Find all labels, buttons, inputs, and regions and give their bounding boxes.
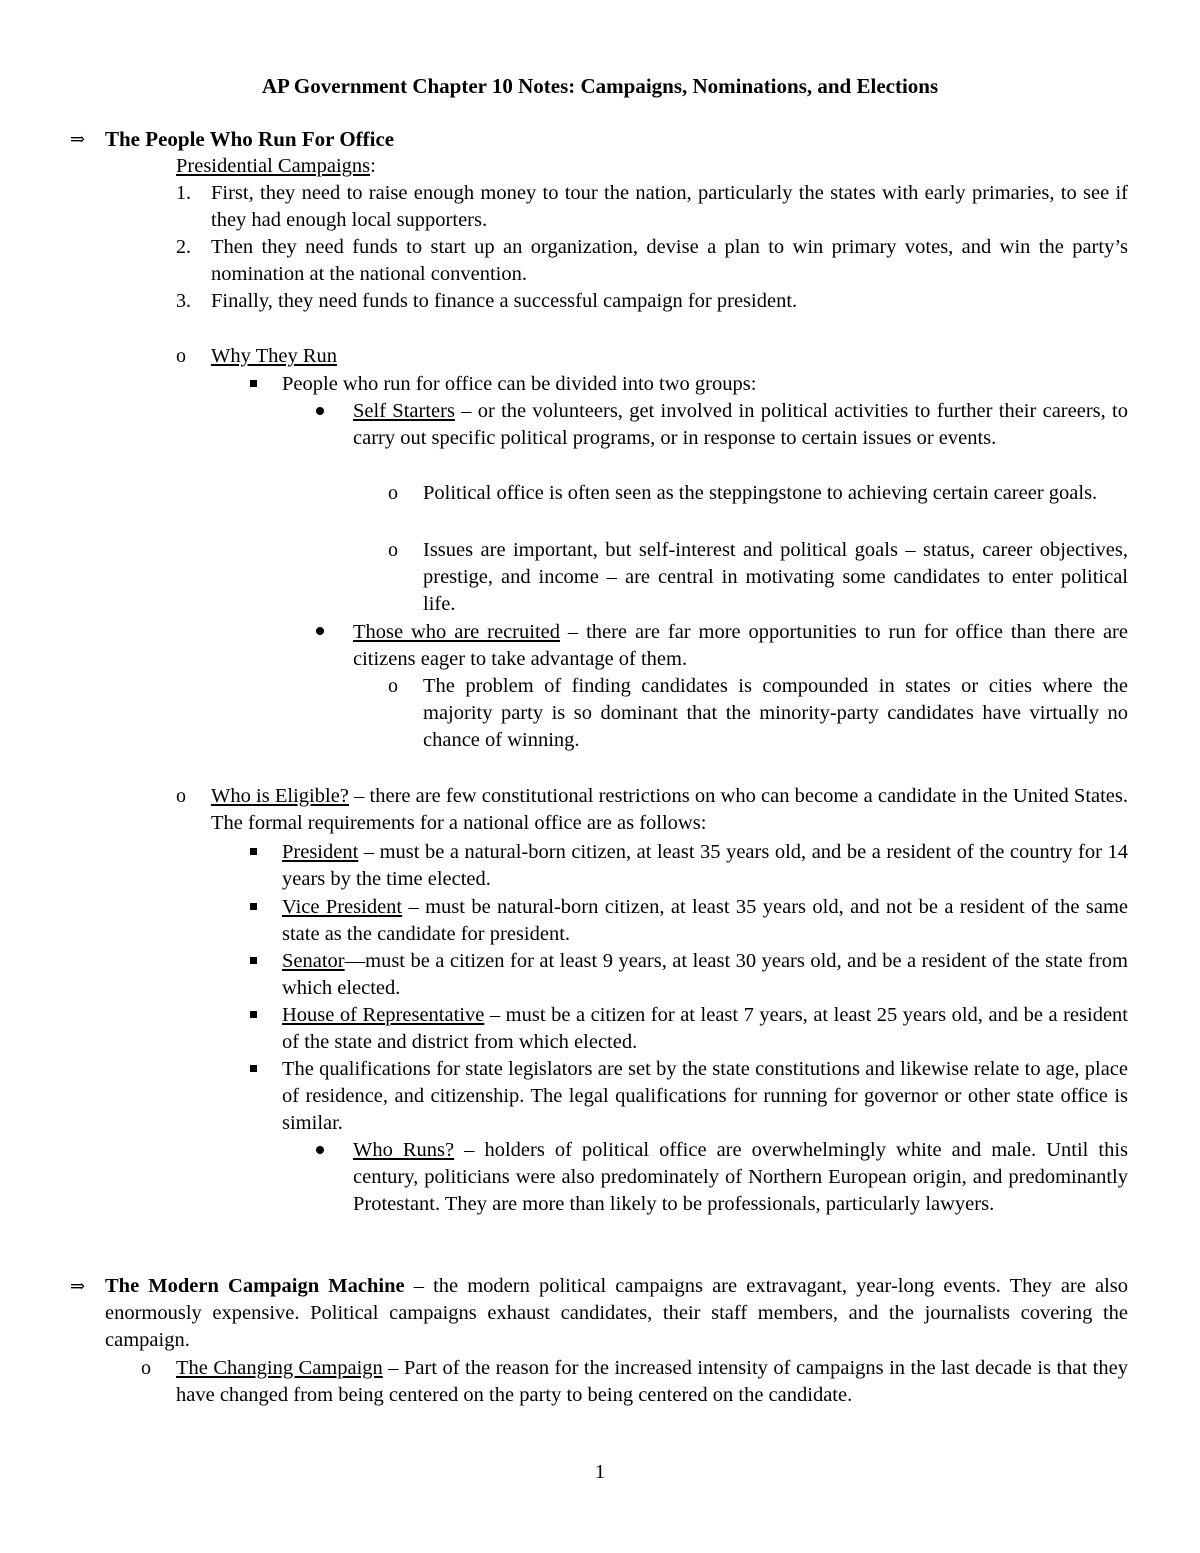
square-bullet-icon (250, 1011, 257, 1018)
who-is-eligible-text: – there are few constitutional restrictions on who can become a candidate in the United States. The formal requirements for a national office are as follows: (211, 785, 1129, 835)
who-runs-text: – holders of political office are overwhelmingly white and male. Until this century, politicians were also predominately of Northern European origin, and predominantly Protestant. They are more than likely to be professionals, particularly lawyers. (353, 1139, 1129, 1216)
self-starters-point-1: Political office is often seen as the steppingstone to achieving certain career goals. (423, 482, 1098, 504)
numbered-item-3: Finally, they need funds to finance a successful campaign for president. (211, 290, 798, 312)
square-bullet-icon (250, 380, 257, 387)
subheading-text: Presidential Campaigns (176, 155, 371, 177)
circle-bullet-icon: o (388, 675, 398, 697)
numbered-item-2: Then they need funds to start up an organization, devise a plan to win primary votes, and win the party’s nomination at the national convention. (211, 236, 1128, 286)
section-heading-people-who-run: The People Who Run For Office (105, 127, 395, 151)
square-bullet-icon (250, 848, 257, 855)
changing-campaign-item (176, 1355, 1128, 1409)
square-bullet-icon (250, 1065, 257, 1072)
requirement-term: House of Representative (282, 1004, 485, 1026)
round-bullet-icon (316, 627, 324, 635)
circle-bullet-icon: o (388, 539, 398, 561)
changing-campaign-text: – Part of the reason for the increased intensity of campaigns in the last decade is that they have changed from being centered on the party to being centered on the candidate. (176, 1357, 1128, 1407)
requirement-president (282, 839, 1128, 893)
page-number: 1 (594, 1461, 606, 1483)
requirement-senator (282, 948, 1128, 1002)
self-starters-term: Self Starters (353, 400, 455, 422)
state-qualifications: The qualifications for state legislators are set by the state constitutions and likewise relate to age, place of residence, and citizenship. The legal qualifications for running for governor or other state office is similar. (282, 1058, 1128, 1135)
square-bullet-icon (250, 903, 257, 910)
requirement-term: Vice President (282, 896, 403, 918)
requirement-text: – must be a citizen for at least 7 years, at least 25 years old, and be a resident of the state and district from which elected. (282, 1004, 1128, 1054)
square-bullet-icon (250, 957, 257, 964)
requirement-text: – must be natural-born citizen, at least 35 years old, and not be a resident of the same state as the candidate for president. (282, 896, 1128, 946)
requirement-term: Senator (282, 950, 345, 972)
section-modern-campaign (105, 1273, 1128, 1355)
recruited-term: Those who are recruited (353, 621, 560, 643)
round-bullet-icon (316, 1146, 324, 1154)
requirement-vice-president (282, 894, 1128, 948)
recruited-item (353, 619, 1128, 673)
circle-bullet-icon: o (176, 345, 186, 367)
recruited-text: – there are far more opportunities to run for office than there are citizens eager to take advantage of them. (353, 621, 1128, 671)
modern-campaign-text: – the modern political campaigns are extravagant, year-long events. They are also enormously expensive. Political campaigns exhaust candidates, their staff members, and the journalists covering the campaign. (105, 1275, 1129, 1352)
numbered-item-1: First, they need to raise enough money to tour the nation, particularly the states with early primaries, to see if they had enough local supporters. (211, 182, 1128, 232)
list-number: 3. (176, 290, 191, 312)
who-is-eligible-item (211, 783, 1128, 837)
self-starters-text: – or the volunteers, get involved in political activities to further their careers, to carry out specific political programs, or in response to certain issues or events. (353, 400, 1128, 450)
recruited-point-1: The problem of finding candidates is compounded in states or cities where the majority party is so dominant that the minority-party candidates have virtually no chance of winning. (423, 675, 1128, 752)
circle-bullet-icon: o (176, 785, 186, 807)
list-number: 2. (176, 236, 191, 258)
changing-campaign-term: The Changing Campaign (176, 1357, 383, 1379)
circle-bullet-icon: o (388, 482, 398, 504)
subheading-presidential-campaigns (176, 153, 376, 180)
subheading-colon: : (370, 155, 376, 177)
section-heading-modern-campaign: The Modern Campaign Machine (105, 1275, 405, 1297)
why-intro: People who run for office can be divided into two groups: (282, 373, 757, 395)
self-starters-point-2: Issues are important, but self-interest and political goals – status, career objectives, prestige, and income – are central in motivating some candidates to enter political life. (423, 539, 1128, 616)
arrow-bullet-icon: ⇒ (70, 1276, 86, 1296)
list-number: 1. (176, 182, 191, 204)
self-starters-item (353, 398, 1128, 452)
who-runs-item (353, 1137, 1128, 1219)
document-title: AP Government Chapter 10 Notes: Campaigns, Nominations, and Elections (261, 74, 939, 98)
who-runs-term: Who Runs? (353, 1139, 455, 1161)
circle-bullet-icon: o (141, 1357, 151, 1379)
why-they-run-label: Why They Run (211, 345, 338, 367)
who-is-eligible-label: Who is Eligible? (211, 785, 349, 807)
round-bullet-icon (316, 407, 324, 415)
requirement-text: —must be a citizen for at least 9 years, at least 30 years old, and be a resident of the state from which elected. (282, 950, 1128, 1000)
requirement-house (282, 1002, 1128, 1056)
arrow-bullet-icon: ⇒ (70, 129, 86, 149)
requirement-text: – must be a natural-born citizen, at least 35 years old, and be a resident of the country for 14 years by the time elected. (282, 841, 1128, 891)
requirement-term: President (282, 841, 359, 863)
